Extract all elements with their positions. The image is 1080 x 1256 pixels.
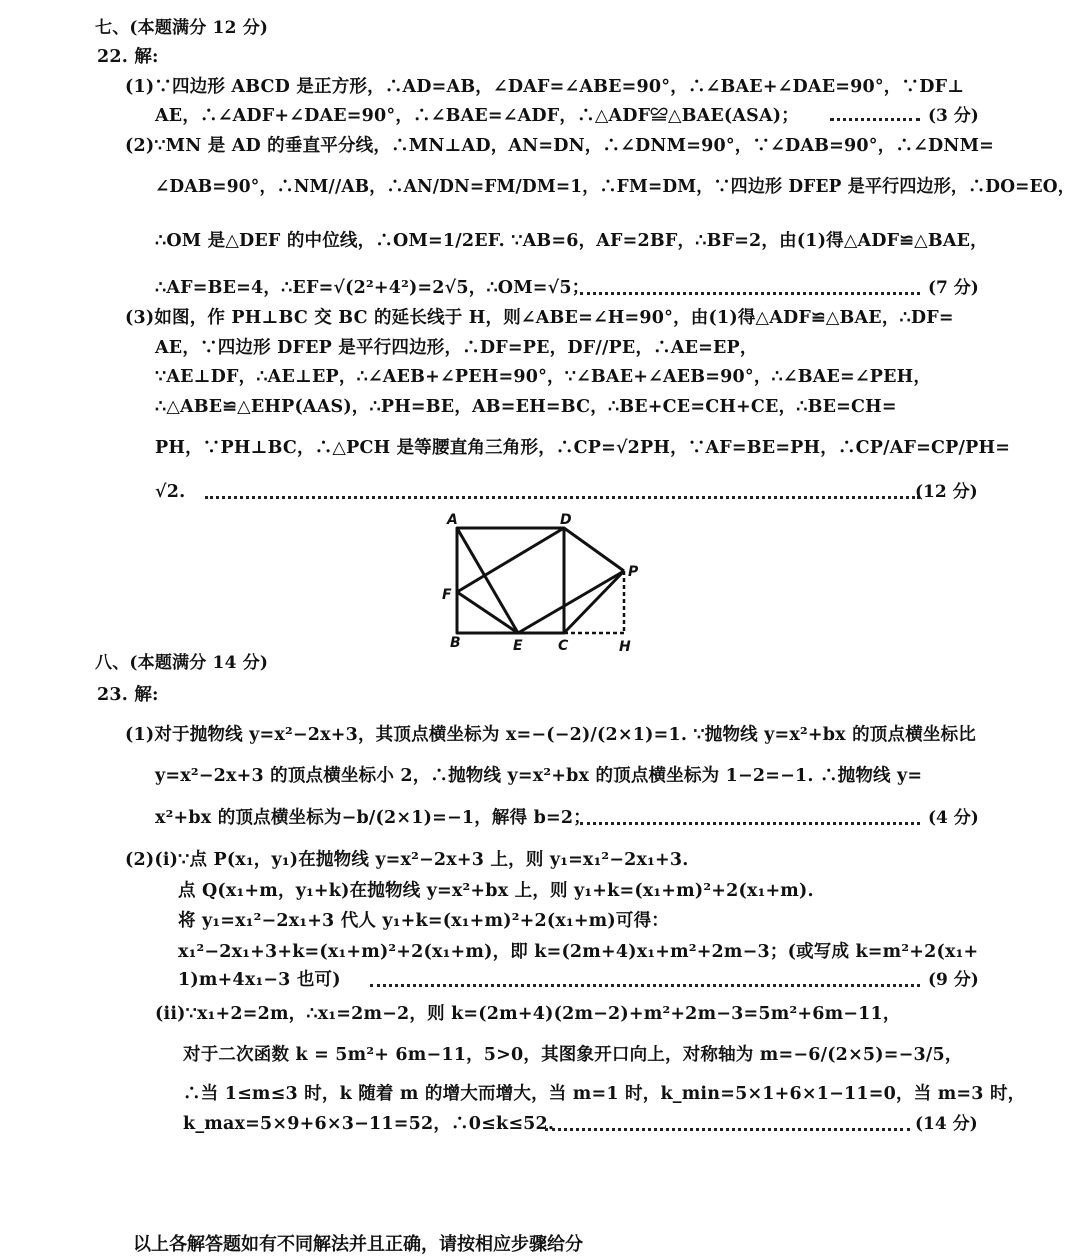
q23-part2-score: (9 分) [928, 970, 979, 990]
q23-part2-line5: 1)m+4x₁−3 也可) [178, 970, 341, 990]
question-23-label: 23. 解: [97, 685, 159, 705]
q23-part1-score: (4 分) [928, 808, 979, 828]
segment-fd [457, 528, 564, 592]
q23-part3-line4: k_max=5×9+6×3−11=52，∴0≤k≤52. [183, 1114, 555, 1134]
q22-part2-line3: ∴OM 是△DEF 的中位线，∴OM=1/2EF. ∵AB=6，AF=2BF，∴BF=2，由(1)得△ADF≌△BAE， [155, 231, 988, 251]
section-8-header: 八、(本题满分 14 分) [95, 653, 269, 673]
q22-part3-line3: ∵AE⊥DF，∴AE⊥EP，∴∠AEB+∠PEH=90°，∵∠BAE+∠AEB=90°，∴∠BAE=∠PEH， [155, 367, 932, 387]
leader-dots [580, 822, 920, 825]
q22-part1-line2: AE，∴∠ADF+∠DAE=90°，∴∠BAE=∠ADF，∴△ADF≌△BAE(ASA)； [155, 106, 799, 126]
segment-ae [457, 528, 518, 633]
q22-part3-line6: √2. [155, 482, 186, 502]
leader-dots [370, 984, 920, 987]
q23-part3-score: (14 分) [915, 1114, 978, 1134]
label-h: H [619, 639, 631, 655]
q22-part3-line2: AE，∵四边形 DFEP 是平行四边形，∴DF=PE，DF//PE，∴AE=EP， [155, 338, 758, 358]
label-d: D [560, 512, 572, 528]
label-p: P [628, 564, 639, 580]
q23-part3-line1: (ii)∵x₁+2=2m，∴x₁=2m−2，则 k=(2m+4)(2m−2)+m²+2m−3=5m²+6m−11， [155, 1004, 901, 1024]
q23-part1-line3: x²+bx 的顶点横坐标为−b/(2×1)=−1，解得 b=2； [155, 808, 591, 828]
footer-note: 以上各解答题如有不同解法并且正确，请按相应步骤给分 [133, 1234, 583, 1255]
q22-part2-line2: ∠DAB=90°，∴NM//AB，∴AN/DN=FM/DM=1，∴FM=DM，∵四边形 DFEP 是平行四边形，∴DO=EO， [155, 177, 1075, 197]
q23-part1-line1: (1)对于抛物线 y=x²−2x+3，其顶点横坐标为 x=−(−2)/(2×1)=1. ∵抛物线 y=x²+bx 的顶点横坐标比 [125, 725, 976, 745]
section-7-header: 七、(本题满分 12 分) [95, 18, 269, 38]
q23-part3-line3: ∴当 1≤m≤3 时，k 随着 m 的增大而增大，当 m=1 时，k_min=5×1+6×1−11=0，当 m=3 时， [183, 1084, 1026, 1104]
q22-part3-line5: PH，∵PH⊥BC，∴△PCH 是等腰直角三角形，∴CP=√2PH，∵AF=BE=PH，∴CP/AF=CP/PH= [155, 438, 1011, 458]
label-b: B [450, 635, 461, 651]
q22-part3-line4: ∴△ABE≌△EHP(AAS)，∴PH=BE，AB=EH=BC，∴BE+CE=CH+CE，∴BE=CH= [155, 397, 897, 417]
leader-dots [545, 1128, 910, 1131]
geometry-figure [430, 505, 660, 655]
segment-dp [564, 528, 624, 571]
leader-dots [830, 118, 920, 121]
question-22-label: 22. 解: [97, 47, 159, 67]
q23-part2-line3: 将 y₁=x₁²−2x₁+3 代人 y₁+k=(x₁+m)²+2(x₁+m)可得： [178, 911, 669, 931]
q22-part3-line1: (3)如图，作 PH⊥BC 交 BC 的延长线于 H，则∠ABE=∠H=90°，由(1)得△ADF≌△BAE，∴DF= [125, 308, 954, 328]
label-a: A [447, 512, 458, 528]
segment-fe [457, 592, 518, 633]
label-e: E [513, 638, 523, 654]
q22-part2-line1: (2)∵MN 是 AD 的垂直平分线，∴MN⊥AD，AN=DN，∴∠DNM=90°，∵∠DAB=90°，∴∠DNM= [125, 136, 995, 156]
leader-dots [205, 496, 920, 499]
q22-part2-score: (7 分) [928, 278, 979, 298]
q23-part3-line2: 对于二次函数 k = 5m²+ 6m−11，5>0，其图象开口向上，对称轴为 m=−6/(2×5)=−3/5， [183, 1045, 963, 1065]
q23-part2-line4: x₁²−2x₁+3+k=(x₁+m)²+2(x₁+m)，即 k=(2m+4)x₁+m²+2m−3；(或写成 k=m²+2(x₁+ [178, 942, 979, 962]
q23-part2-line1: (2)(i)∵点 P(x₁，y₁)在抛物线 y=x²−2x+3 上，则 y₁=x₁²−2x₁+3. [125, 850, 689, 870]
q22-part1-score: (3 分) [928, 106, 979, 126]
label-c: C [558, 638, 569, 654]
q22-part2-line4: ∴AF=BE=4，∴EF=√(2²+4²)=2√5，∴OM=√5； [155, 278, 590, 298]
q23-part1-line2: y=x²−2x+3 的顶点横坐标小 2，∴抛物线 y=x²+bx 的顶点横坐标为 1−2=−1. ∴抛物线 y= [155, 766, 923, 786]
q22-part3-score: (12 分) [915, 482, 978, 502]
q22-part1-line1: (1)∵四边形 ABCD 是正方形，∴AD=AB，∠DAF=∠ABE=90°，∴∠BAE+∠DAE=90°，∵DF⊥ [125, 77, 965, 97]
label-f: F [442, 587, 452, 603]
q23-part2-line2: 点 Q(x₁+m，y₁+k)在抛物线 y=x²+bx 上，则 y₁+k=(x₁+m)²+2(x₁+m). [178, 881, 814, 901]
leader-dots [580, 292, 920, 295]
